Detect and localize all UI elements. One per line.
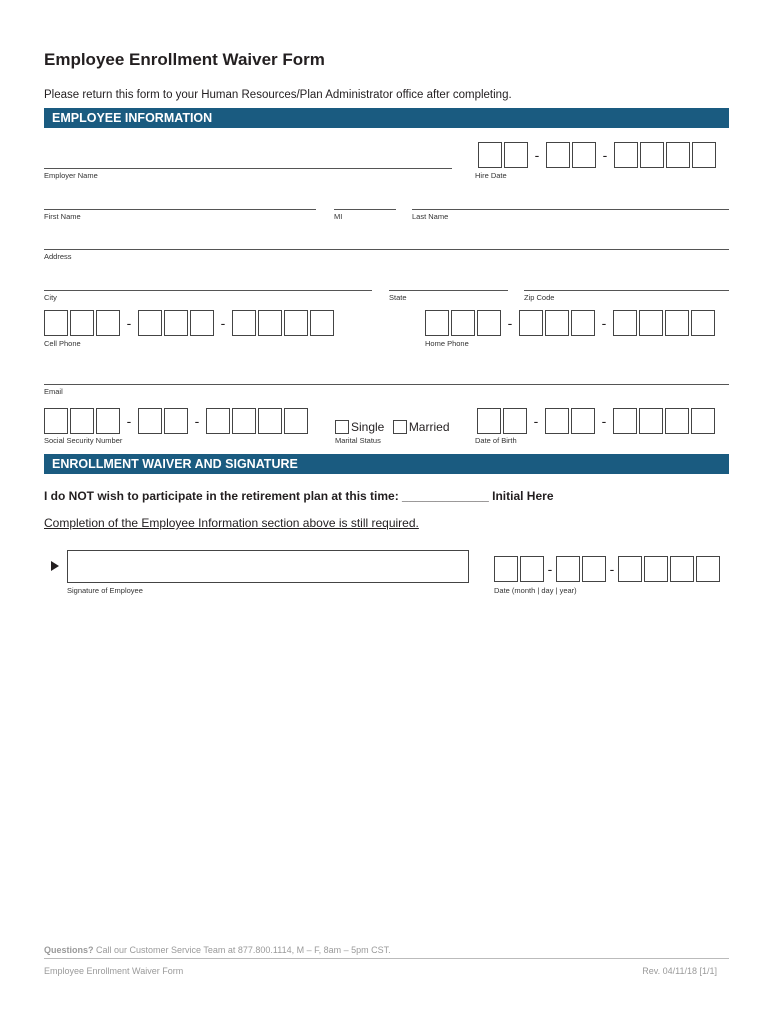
dash-separator: - <box>534 147 540 163</box>
dob-day-box[interactable] <box>545 408 569 434</box>
page-title: Employee Enrollment Waiver Form <box>44 50 325 69</box>
dash-separator: - <box>126 315 132 331</box>
cell-prefix-box[interactable] <box>190 310 214 336</box>
sig-year-box[interactable] <box>670 556 694 582</box>
dash-separator: - <box>507 315 513 331</box>
dash-separator: - <box>220 315 226 331</box>
zip-code-field[interactable] <box>524 290 729 291</box>
hire-date-year-box-3[interactable] <box>666 142 690 168</box>
dash-separator: - <box>533 413 539 429</box>
ssn-box[interactable] <box>96 408 120 434</box>
hire-date-day-box-1[interactable] <box>546 142 570 168</box>
arrow-right-icon <box>51 561 59 571</box>
home-line-box[interactable] <box>613 310 637 336</box>
ssn-field[interactable] <box>44 408 310 434</box>
dob-year-box[interactable] <box>665 408 689 434</box>
sig-day-box[interactable] <box>582 556 606 582</box>
single-checkbox[interactable] <box>335 420 349 434</box>
dob-field[interactable] <box>477 408 717 434</box>
dob-month-box[interactable] <box>477 408 501 434</box>
home-line-box[interactable] <box>639 310 663 336</box>
home-prefix-box[interactable] <box>519 310 543 336</box>
intro-text: Please return this form to your Human Resources/Plan Administrator office after completing. <box>44 89 512 101</box>
married-checkbox[interactable] <box>393 420 407 434</box>
cell-area-box[interactable] <box>96 310 120 336</box>
first-name-field[interactable] <box>44 209 316 210</box>
dash-separator: - <box>602 147 608 163</box>
signature-date-field[interactable] <box>494 556 722 582</box>
address-field[interactable] <box>44 249 729 250</box>
sig-year-box[interactable] <box>618 556 642 582</box>
sig-month-box[interactable] <box>494 556 518 582</box>
employer-name-field[interactable] <box>44 168 452 169</box>
state-field[interactable] <box>389 290 508 291</box>
home-area-box[interactable] <box>425 310 449 336</box>
dash-separator: - <box>601 413 607 429</box>
ssn-box[interactable] <box>164 408 188 434</box>
dob-year-box[interactable] <box>639 408 663 434</box>
questions-label: Questions? <box>44 945 94 955</box>
dash-separator: - <box>601 315 607 331</box>
cell-line-box[interactable] <box>310 310 334 336</box>
dash-separator: - <box>547 561 553 577</box>
last-name-field[interactable] <box>412 209 729 210</box>
single-label: Single <box>351 419 385 434</box>
dob-year-box[interactable] <box>691 408 715 434</box>
waiver-statement: I do NOT wish to participate in the retirement plan at this time: _____________ Initial Here <box>44 489 554 503</box>
ssn-box[interactable] <box>232 408 256 434</box>
home-area-box[interactable] <box>451 310 475 336</box>
sig-day-box[interactable] <box>556 556 580 582</box>
section-enrollment-waiver: ENROLLMENT WAIVER AND SIGNATURE <box>44 454 729 474</box>
ssn-box[interactable] <box>70 408 94 434</box>
hire-date-field[interactable] <box>478 142 718 168</box>
email-field[interactable] <box>44 384 729 385</box>
last-name-label: Last Name <box>412 212 449 221</box>
dash-separator: - <box>194 413 200 429</box>
home-line-box[interactable] <box>691 310 715 336</box>
home-line-box[interactable] <box>665 310 689 336</box>
signature-date-label: Date (month | day | year) <box>494 586 577 595</box>
ssn-box[interactable] <box>206 408 230 434</box>
cell-area-box[interactable] <box>70 310 94 336</box>
cell-line-box[interactable] <box>258 310 282 336</box>
married-label: Married <box>408 419 450 434</box>
hire-date-month-box-1[interactable] <box>478 142 502 168</box>
first-name-label: First Name <box>44 212 81 221</box>
dash-separator: - <box>609 561 615 577</box>
home-phone-field[interactable] <box>425 310 717 336</box>
home-area-box[interactable] <box>477 310 501 336</box>
mi-field[interactable] <box>334 209 396 210</box>
ssn-box[interactable] <box>138 408 162 434</box>
footer-divider <box>44 958 729 959</box>
city-field[interactable] <box>44 290 372 291</box>
ssn-box[interactable] <box>258 408 282 434</box>
state-label: State <box>389 293 407 302</box>
questions-text: Call our Customer Service Team at 877.800.1114, M – F, 8am – 5pm CST. <box>93 945 391 955</box>
address-label: Address <box>44 252 72 261</box>
dob-month-box[interactable] <box>503 408 527 434</box>
section-employee-information: EMPLOYEE INFORMATION <box>44 108 729 128</box>
cell-phone-label: Cell Phone <box>44 339 81 348</box>
marital-status-group <box>335 418 454 436</box>
ssn-box[interactable] <box>44 408 68 434</box>
dash-separator: - <box>126 413 132 429</box>
home-phone-label: Home Phone <box>425 339 469 348</box>
cell-line-box[interactable] <box>232 310 256 336</box>
dob-year-box[interactable] <box>613 408 637 434</box>
city-label: City <box>44 293 57 302</box>
signature-label: Signature of Employee <box>67 586 143 595</box>
marital-status-label: Marital Status <box>335 436 381 445</box>
completion-note: Completion of the Employee Information section above is still required. <box>44 516 419 530</box>
hire-date-year-box-1[interactable] <box>614 142 638 168</box>
dob-day-box[interactable] <box>571 408 595 434</box>
email-label: Email <box>44 387 63 396</box>
dob-label: Date of Birth <box>475 436 517 445</box>
sig-month-box[interactable] <box>520 556 544 582</box>
mi-label: MI <box>334 212 343 221</box>
ssn-box[interactable] <box>284 408 308 434</box>
hire-date-day-box-2[interactable] <box>572 142 596 168</box>
ssn-label: Social Security Number <box>44 436 123 445</box>
cell-line-box[interactable] <box>284 310 308 336</box>
hire-date-year-box-4[interactable] <box>692 142 716 168</box>
cell-prefix-box[interactable] <box>138 310 162 336</box>
home-prefix-box[interactable] <box>571 310 595 336</box>
cell-phone-field[interactable] <box>44 310 336 336</box>
hire-date-month-box-2[interactable] <box>504 142 528 168</box>
zip-code-label: Zip Code <box>524 293 555 302</box>
cell-prefix-box[interactable] <box>164 310 188 336</box>
cell-area-box[interactable] <box>44 310 68 336</box>
signature-field[interactable] <box>67 550 469 583</box>
hire-date-year-box-2[interactable] <box>640 142 664 168</box>
home-prefix-box[interactable] <box>545 310 569 336</box>
hire-date-label: Hire Date <box>475 171 507 180</box>
sig-year-box[interactable] <box>696 556 720 582</box>
footer-revision: Rev. 04/11/18 [1/1] <box>642 966 717 976</box>
employer-name-label: Employer Name <box>44 171 98 180</box>
footer-form-name: Employee Enrollment Waiver Form <box>44 966 184 976</box>
sig-year-box[interactable] <box>644 556 668 582</box>
footer-questions <box>44 945 391 955</box>
